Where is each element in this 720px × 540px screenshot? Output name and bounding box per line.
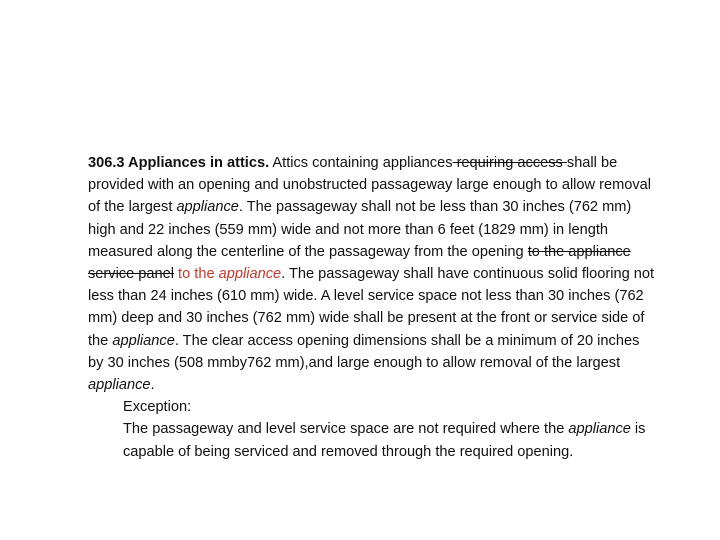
deleted-text-requiring-access: requiring access [452, 155, 567, 171]
section-heading: 306.3 Appliances in attics. [88, 155, 270, 171]
exception-text-1: The passageway and level service space are not required where the [123, 421, 569, 438]
exception-block [88, 396, 658, 463]
section-text-4: . The passageway shall have continuous solid flooring not less than 24 inches (610 mm) wide. A level service space not less than 30 inches (762 mm) deep and 30 inches (762 mm) wide shall be present at the front or service side of the [88, 266, 655, 349]
section-text-5: . The clear access opening dimensions shall be a minimum of 20 inches by 30 inches (508 mmby762 mm),and large enough to allow removal of the largest [88, 332, 640, 371]
defined-term-appliance: appliance [176, 199, 239, 216]
exception-label: Exception: [123, 399, 192, 416]
code-section-text [88, 152, 658, 463]
exception-text [123, 418, 658, 462]
inserted-text-to-the: to the [174, 266, 219, 283]
defined-term-appliance: appliance [568, 421, 631, 438]
defined-term-appliance: appliance [112, 332, 175, 349]
deleted-text-service-panel: to the appliance service panel [88, 243, 631, 283]
section-text-2: shall be provided with an opening and unobstructed passageway large enough to allow removal of the largest [88, 155, 652, 216]
section-paragraph [88, 152, 658, 396]
exception-text-2: is capable of being serviced and removed through the required opening. [123, 421, 646, 460]
section-text-1: Attics containing appliances [272, 155, 453, 171]
inserted-term-appliance: appliance [218, 266, 282, 283]
section-text-6: . [150, 377, 155, 394]
section-text-3: . The passageway shall not be less than 30 inches (762 mm) high and 22 inches (559 mm) wide and not more than 6 feet (1829 mm) in length measured along the centerline of the passageway from the opening [88, 199, 632, 260]
defined-term-appliance: appliance [88, 377, 151, 394]
